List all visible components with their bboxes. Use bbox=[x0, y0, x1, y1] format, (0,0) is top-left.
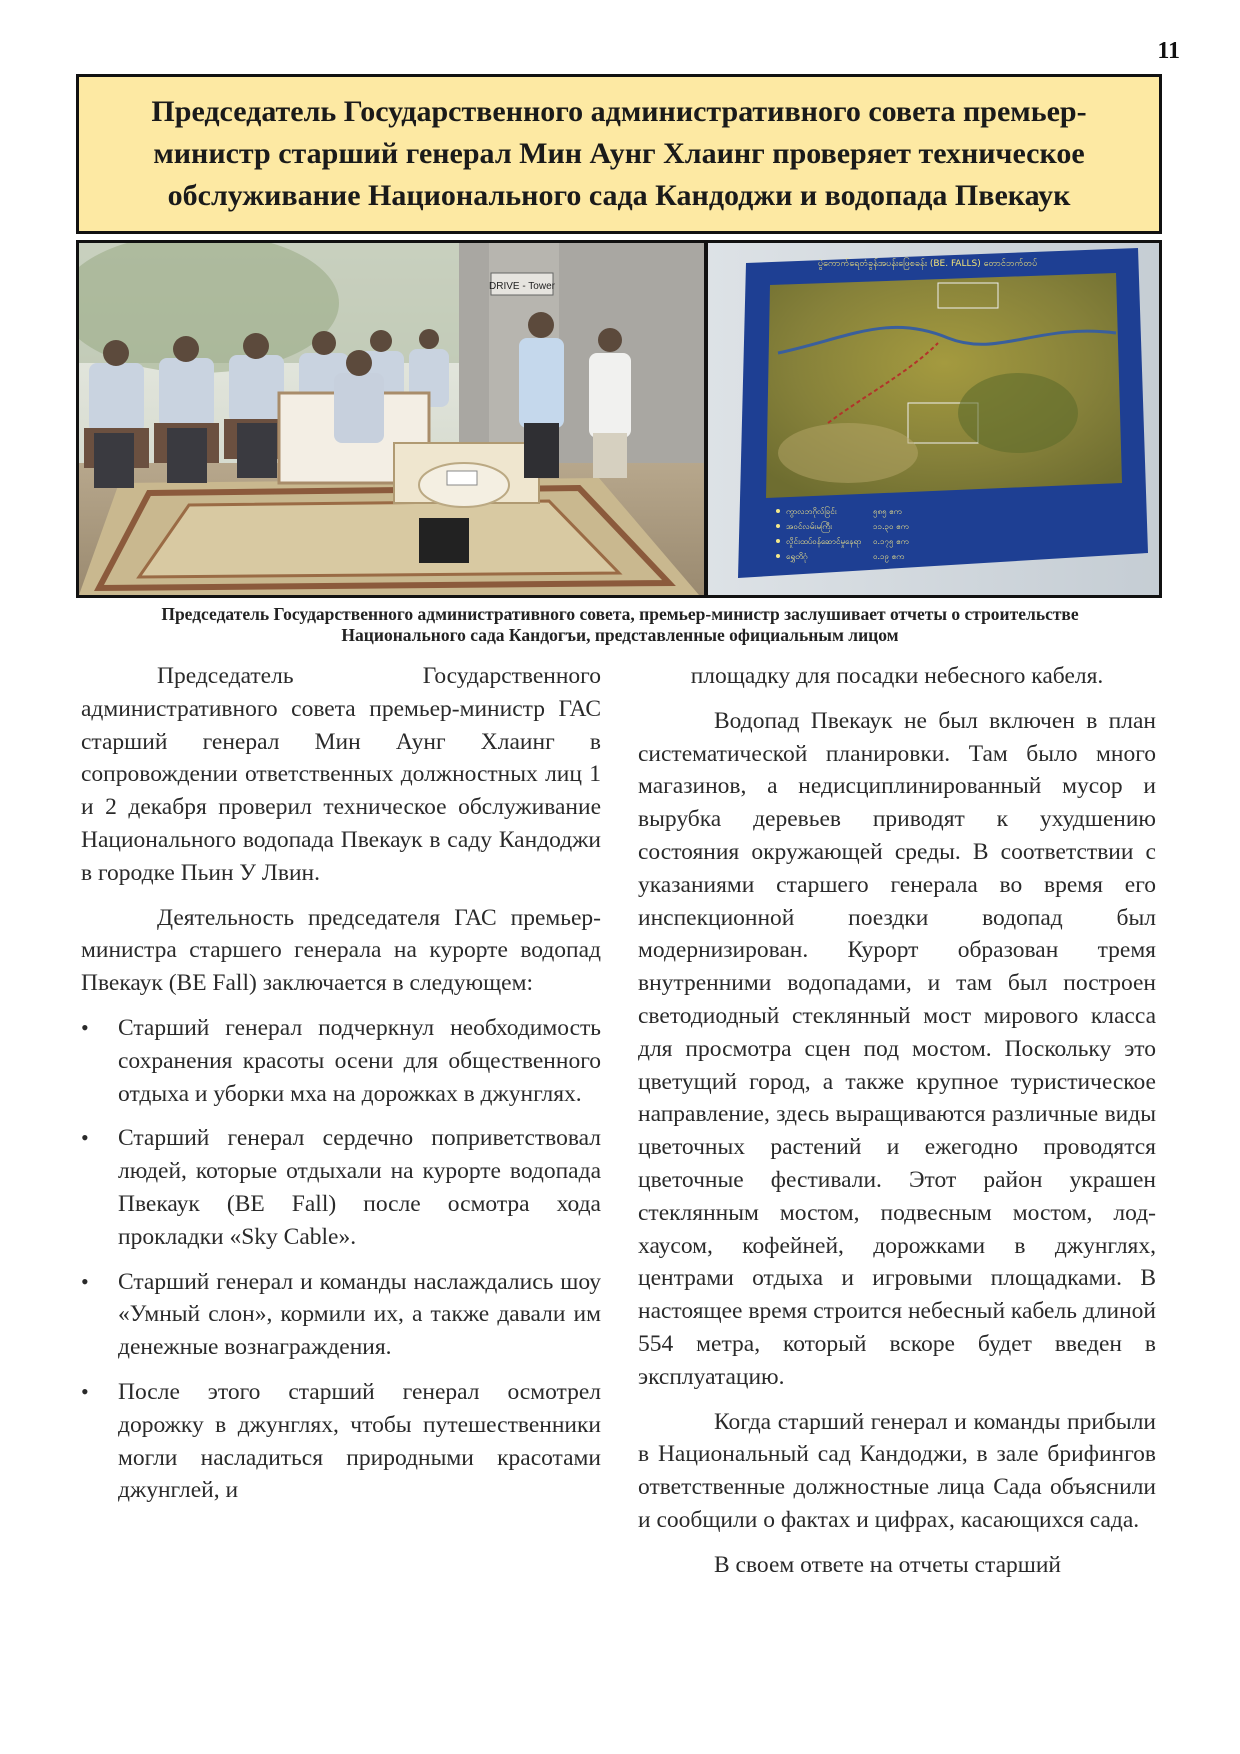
legend-value-1: ၅၈၅ ဧက bbox=[873, 507, 902, 516]
drive-tower-sign: DRIVE - Tower bbox=[489, 281, 555, 292]
legend-label-1: ကွာလဘဂိုလ်ခြင်း bbox=[786, 507, 837, 516]
left-column bbox=[81, 660, 601, 1519]
map-projection-illustration bbox=[708, 243, 1159, 595]
legend-label-4: ရွှေတိဂုံ bbox=[786, 552, 808, 561]
headline: Председатель Государственного административного совета премьер-министр старший генерал Мин Аунг Хлаинг проверяет техническое обслуживание Национального сада Кандоджи и водопада Пвекаук bbox=[151, 95, 1087, 212]
legend-value-2: ၁၁.၃၀ ဧက bbox=[873, 522, 909, 531]
legend-label-2: အဝင်လမ်းမကြီး bbox=[786, 522, 833, 531]
paragraph-continuation: площадку для посадки небесного кабеля. bbox=[690, 663, 1104, 689]
paragraph-waterfall: Водопад Пвекаук не был включен в план систематической планировки. Там было много магазинов, а недисциплинированный мусор и вырубка деревьев приводят к ухудшению состояния окружающей среды. В соответствии с указаниями старшего генерала во время его инспекционной поездки водопад был модернизирован. Курорт образован тремя внутренними водопадами, и там был построен светодиодный стеклянный мост мирового класса для просмотра сцен под мостом. Поскольку это цветущий город, а также крупное туристическое направление, здесь выращиваются различные виды цветочных растений и ежегодно проводятся цветочные фестивали. Этот район украшен стеклянным мостом, подвесным мостом, лод-хаусом, кофейней, дорожками в джунглях, центрами отдыха и игровыми площадками. В настоящее время строится небесный кабель длиной 554 метра, который вскоре будет введен в эксплуатацию. bbox=[638, 707, 1156, 1390]
page-number: 11 bbox=[1157, 38, 1180, 64]
photo-caption: Председатель Государственного административного совета, премьер-министр заслушивает отчеты о строительстве Национального сада Кандогъи, представленные официальным лицом bbox=[161, 604, 1079, 645]
paragraph-intro: Председатель Государственного административного совета премьер-министр ГАС старший генерал Мин Аунг Хлаинг в сопровождении ответственных должностных лиц 1 и 2 декабря проверил техническое обслуживание Национального водопада Пвекаук в саду Кандоджи в городке Пьин У Лвин. bbox=[81, 663, 601, 886]
briefing-photo-illustration bbox=[79, 243, 704, 595]
list-item-text: После этого старший генерал осмотрел дорожку в джунглях, чтобы путешественники могли насладиться природными красотами джунглей, и bbox=[118, 1378, 601, 1504]
map-header: ပွဲကောက်ရေတံခွန်အပန်းဖြေစခန်း (BE. FALLS) တောင်ဘက်တပ် bbox=[818, 259, 1038, 269]
paragraph-response: В своем ответе на отчеты старший bbox=[714, 1551, 1061, 1578]
list-item bbox=[81, 1376, 601, 1507]
legend-value-4: ၀.၁၉ ဧက bbox=[873, 552, 904, 561]
bullet-icon: • bbox=[81, 1378, 89, 1404]
list-item bbox=[81, 1122, 601, 1253]
activities-list bbox=[81, 1012, 601, 1507]
headline-box bbox=[76, 74, 1162, 234]
legend-label-3: လှိုင်းထပ်ဝန်ဆောင်မှုနေရာ bbox=[786, 537, 862, 546]
bullet-icon: • bbox=[81, 1014, 89, 1040]
bullet-icon: • bbox=[81, 1268, 89, 1294]
legend-value-3: ၀.၁၇၅ ဧက bbox=[873, 537, 909, 546]
list-item bbox=[81, 1266, 601, 1364]
map-projection-photo bbox=[708, 243, 1159, 595]
paragraph-briefing: Когда старший генерал и команды прибыли в Национальный сад Кандоджи, в зале брифингов ответственные должностные лица Сада объяснили и сообщили о фактах и цифрах, касающихся сада. bbox=[638, 1408, 1156, 1533]
list-item-text: Старший генерал подчеркнул необходимость сохранения красоты осени для общественного отдыха и уборки мха на дорожках в джунглях. bbox=[118, 1014, 601, 1107]
right-column bbox=[638, 660, 1156, 1594]
paragraph-activities: Деятельность председателя ГАС премьер-министра старшего генерала на курорте водопад Пвекаук (BE Fall) заключается в следующем: bbox=[81, 904, 601, 997]
list-item-text: Старший генерал и команды наслаждались шоу «Умный слон», кормили их, а также давали им денежные вознаграждения. bbox=[118, 1268, 601, 1361]
bullet-icon: • bbox=[81, 1125, 89, 1151]
photo-frame bbox=[76, 240, 1162, 598]
briefing-photo bbox=[79, 243, 704, 595]
list-item bbox=[81, 1012, 601, 1110]
list-item-text: Старший генерал сердечно поприветствовал людей, которые отдыхали на курорте водопада Пвекаук (BE Fall) после осмотра хода прокладки «Sky Cable». bbox=[118, 1125, 601, 1250]
